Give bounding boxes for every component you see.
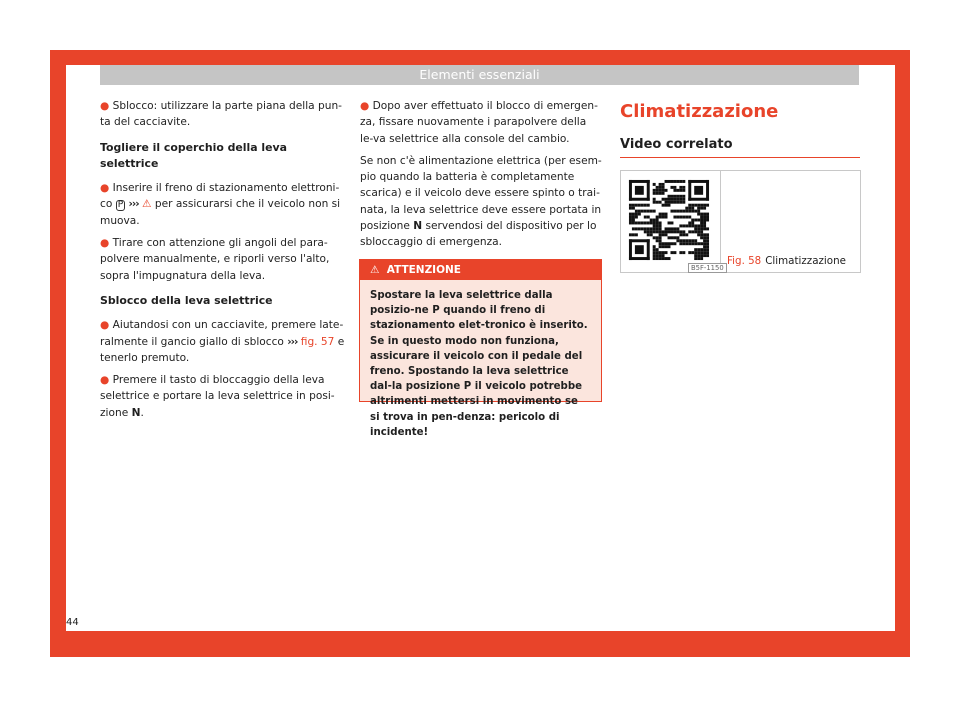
list-item: ● Premere il tasto di bloccaggio della leva selettrice e portare la leva selettrice in posi-zione N.	[100, 374, 335, 419]
list-item: ● Aiutandosi con un cacciavite, premere late-ralmente il gancio giallo di sblocco ››› fig. 57 e tenerlo premuto.	[100, 319, 345, 364]
warning-box	[359, 259, 602, 438]
section-title: Climatizzazione	[620, 101, 779, 122]
figure-link[interactable]: fig. 57	[300, 335, 335, 348]
reference-arrows: ›››	[287, 335, 298, 348]
list-item: ● Dopo aver effettuato il blocco di emergen-za, fissare nuovamente i parapolvere della le-va selettrice alla console del cambio.	[360, 100, 598, 145]
column-middle	[360, 98, 602, 259]
section-subtitle: Video correlato	[620, 137, 733, 152]
warning-text: Spostare la leva selettrice dalla posizio-ne P quando il freno di stazionamento elet-tronico è inserito. Se in questo modo non funziona, assicurare il veicolo con il pedale del freno. Spostando la leva selettrice dal-la posizione P il veicolo potrebbe altrimenti mettersi in movimento se si trova in pen-denza: pericolo di incidente!	[370, 290, 588, 438]
bullet-icon: ●	[100, 237, 110, 250]
parking-brake-icon: P	[117, 200, 124, 211]
warning-header: ⚠ ATTENZIONE	[360, 260, 601, 280]
bullet-icon: ●	[100, 182, 110, 195]
qr-code-icon[interactable]	[626, 177, 712, 263]
figure-caption: Fig. 58 Climatizzazione	[727, 255, 846, 267]
column-left	[100, 98, 346, 427]
page-number: 44	[66, 617, 79, 628]
list-item: ● Inserire il freno di stazionamento elettroni-co P ››› ⚠ per assicurarsi che il veicolo non si muova.	[100, 182, 341, 227]
list-item: ● Tirare con attenzione gli angoli del para-polvere manualmente, e riporli verso l'alto, sopra l'impugnatura della leva.	[100, 237, 330, 282]
reference-arrows: ›››	[128, 198, 139, 211]
figure-code: B5F-1150	[688, 263, 727, 273]
bullet-icon: ●	[360, 100, 370, 112]
divider	[620, 157, 860, 158]
list-item: ● Sblocco: utilizzare la parte piana della pun-ta del cacciavite.	[100, 100, 342, 129]
warning-triangle-icon: ⚠	[141, 198, 152, 211]
paragraph: Se non c'è alimentazione elettrica (per esem-pio quando la batteria è completamente scarica) e il veicolo deve essere spinto o trai-nata, la leva selettrice deve essere portata in posizione N servendosi del dispositivo per lo sbloccaggio di emergenza.	[360, 154, 602, 249]
bullet-icon: ●	[100, 319, 110, 332]
section-header: Elementi essenziali	[100, 65, 859, 85]
warning-triangle-icon: ⚠	[370, 264, 380, 276]
subheading: Togliere il coperchio della leva selettrice	[100, 140, 287, 170]
bullet-icon: ●	[100, 374, 110, 387]
subheading: Sblocco della leva selettrice	[100, 293, 273, 307]
bullet-icon: ●	[100, 100, 110, 112]
